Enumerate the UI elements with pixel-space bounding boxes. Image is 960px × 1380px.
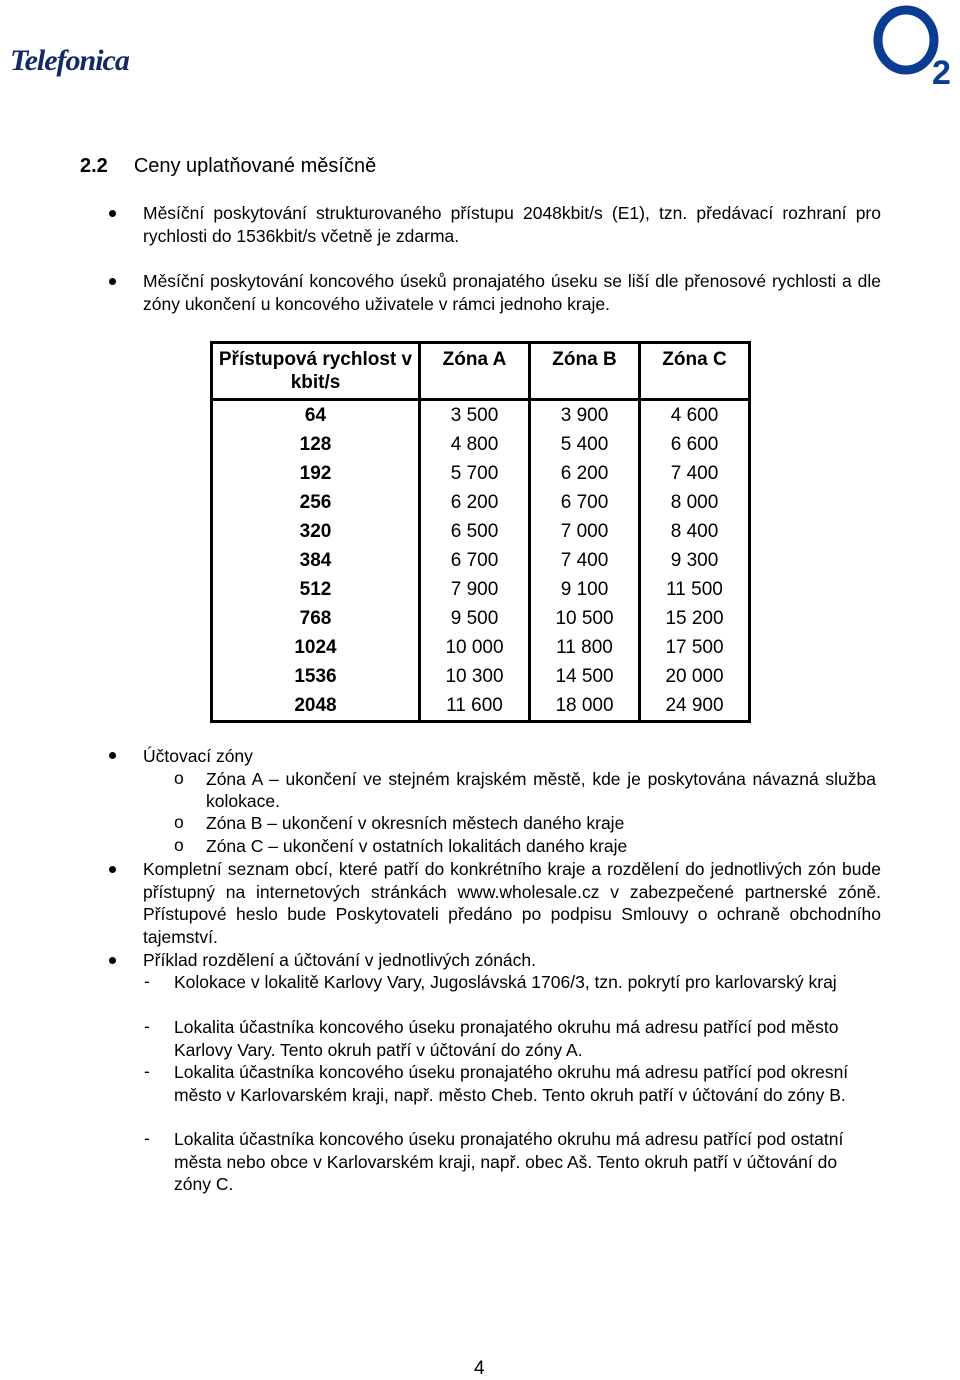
table-row bbox=[212, 633, 750, 662]
zone-marker: o bbox=[174, 768, 184, 788]
price-cell: 8 000 bbox=[640, 488, 750, 517]
speed-cell: 768 bbox=[299, 607, 332, 629]
price-cell: 6 200 bbox=[530, 459, 640, 488]
svg-text:2: 2 bbox=[932, 54, 951, 88]
price-cell: 5 400 bbox=[530, 430, 640, 459]
header-zone-a: Zóna A bbox=[420, 343, 530, 400]
zone-marker: o bbox=[174, 835, 184, 855]
example-item-2: Lokalita účastníka koncového úseku pronajatého okruhu má adresu patřící pod město Karlovy Vary. Tento okruh patří v účtování do zóny A. bbox=[174, 1017, 839, 1060]
example-dash: - bbox=[144, 971, 150, 991]
o2-logo bbox=[868, 4, 960, 88]
table-row bbox=[212, 691, 750, 722]
example-item-1: Kolokace v lokalitě Karlovy Vary, Jugoslávská 1706/3, tzn. pokrytí pro karlovarský kraj bbox=[174, 972, 837, 992]
bullet-icon bbox=[109, 752, 116, 759]
price-cell: 10 000 bbox=[420, 633, 530, 662]
price-cell: 10 500 bbox=[530, 604, 640, 633]
zone-item-c: Zóna C – ukončení v ostatních lokalitách daného kraje bbox=[206, 836, 628, 856]
example-item-4: Lokalita účastníka koncového úseku pronajatého okruhu má adresu patřící pod ostatní města nebo obce v Karlovarském kraji, např. obec Aš. Tento okruh patří v účtování do zóny C. bbox=[174, 1129, 844, 1194]
price-cell: 6 600 bbox=[640, 430, 750, 459]
speed-cell: 2048 bbox=[294, 694, 337, 716]
section-title: Ceny uplatňované měsíčně bbox=[133, 155, 377, 177]
price-table-body bbox=[212, 400, 750, 722]
price-cell: 6 500 bbox=[420, 517, 530, 546]
price-cell: 24 900 bbox=[640, 691, 750, 722]
zones-title: Účtovací zóny bbox=[143, 746, 253, 766]
price-cell: 18 000 bbox=[530, 691, 640, 722]
table-row bbox=[212, 546, 750, 575]
price-cell: 9 300 bbox=[640, 546, 750, 575]
header-zone-c: Zóna C bbox=[640, 343, 750, 400]
speed-cell: 64 bbox=[304, 404, 327, 426]
speed-cell: 512 bbox=[299, 578, 332, 600]
table-header-row bbox=[212, 343, 750, 400]
speed-cell: 1024 bbox=[294, 636, 337, 658]
speed-cell: 384 bbox=[299, 549, 332, 571]
price-cell: 3 500 bbox=[420, 400, 530, 431]
price-cell: 11 600 bbox=[420, 691, 530, 722]
price-cell: 5 700 bbox=[420, 459, 530, 488]
zone-marker: o bbox=[174, 812, 184, 832]
speed-cell: 192 bbox=[299, 462, 332, 484]
price-table bbox=[210, 341, 751, 723]
example-dash: - bbox=[144, 1016, 150, 1036]
price-cell: 11 500 bbox=[640, 575, 750, 604]
table-row bbox=[212, 604, 750, 633]
price-cell: 9 100 bbox=[530, 575, 640, 604]
intro-bullet-1: Měsíční poskytování strukturovaného přístupu 2048kbit/s (E1), tzn. předávací rozhraní pro rychlosti do 1536kbit/s včetně je zdarma. bbox=[143, 203, 881, 246]
bullet-icon bbox=[109, 210, 116, 217]
example-dash: - bbox=[144, 1128, 150, 1148]
bullet-icon bbox=[109, 278, 116, 285]
price-cell: 9 500 bbox=[420, 604, 530, 633]
price-cell: 7 400 bbox=[640, 459, 750, 488]
price-cell: 3 900 bbox=[530, 400, 640, 431]
price-cell: 14 500 bbox=[530, 662, 640, 691]
price-cell: 10 300 bbox=[420, 662, 530, 691]
price-cell: 7 900 bbox=[420, 575, 530, 604]
price-cell: 20 000 bbox=[640, 662, 750, 691]
table-row bbox=[212, 400, 750, 431]
table-row bbox=[212, 575, 750, 604]
table-row bbox=[212, 517, 750, 546]
telefonica-logo: Telefonica bbox=[10, 44, 129, 77]
zone-item-a: Zóna A – ukončení ve stejném krajském městě, kde je poskytována návazná služba kolokace. bbox=[206, 769, 876, 811]
example-item-3: Lokalita účastníka koncového úseku pronajatého okruhu má adresu patřící pod okresní město v Karlovarském kraji, např. město Cheb. Tento okruh patří v účtování do zóny B. bbox=[174, 1062, 849, 1105]
table-row bbox=[212, 488, 750, 517]
speed-cell: 320 bbox=[299, 520, 332, 542]
example-title: Příklad rozdělení a účtování v jednotlivých zónách. bbox=[143, 950, 536, 970]
table-row bbox=[212, 430, 750, 459]
table-row bbox=[212, 662, 750, 691]
price-cell: 8 400 bbox=[640, 517, 750, 546]
speed-cell: 1536 bbox=[294, 665, 337, 687]
page-number: 4 bbox=[474, 1358, 485, 1379]
intro-bullet-2: Měsíční poskytování koncového úseků pronajatého úseku se liší dle přenosové rychlosti a dle zóny ukončení u koncového uživatele v rámci jednoho kraje. bbox=[143, 271, 881, 314]
price-cell: 11 800 bbox=[530, 633, 640, 662]
speed-cell: 128 bbox=[299, 433, 332, 455]
example-dash: - bbox=[144, 1061, 150, 1081]
section-heading bbox=[80, 155, 376, 178]
header-speed: Přístupová rychlost v kbit/s bbox=[212, 343, 420, 400]
price-cell: 6 700 bbox=[530, 488, 640, 517]
price-cell: 4 800 bbox=[420, 430, 530, 459]
speed-cell: 256 bbox=[299, 491, 332, 513]
price-cell: 7 000 bbox=[530, 517, 640, 546]
price-cell: 17 500 bbox=[640, 633, 750, 662]
price-cell: 4 600 bbox=[640, 400, 750, 431]
price-cell: 7 400 bbox=[530, 546, 640, 575]
header-zone-b: Zóna B bbox=[530, 343, 640, 400]
bullet-icon bbox=[109, 957, 116, 964]
price-cell: 6 200 bbox=[420, 488, 530, 517]
zone-item-b: Zóna B – ukončení v okresních městech daného kraje bbox=[206, 813, 625, 833]
table-row bbox=[212, 459, 750, 488]
complete-list-paragraph: Kompletní seznam obcí, které patří do konkrétního kraje a rozdělení do jednotlivých zón bude přístupný na internetových stránkách www.wholesale.cz v zabezpečené partnerské zóně. Přístupové heslo bude Poskytovateli předáno po podpisu Smlouvy o ochraně obchodního tajemství. bbox=[143, 859, 881, 947]
bullet-icon bbox=[109, 866, 116, 873]
price-cell: 6 700 bbox=[420, 546, 530, 575]
section-number: 2.2 bbox=[80, 155, 108, 177]
price-cell: 15 200 bbox=[640, 604, 750, 633]
